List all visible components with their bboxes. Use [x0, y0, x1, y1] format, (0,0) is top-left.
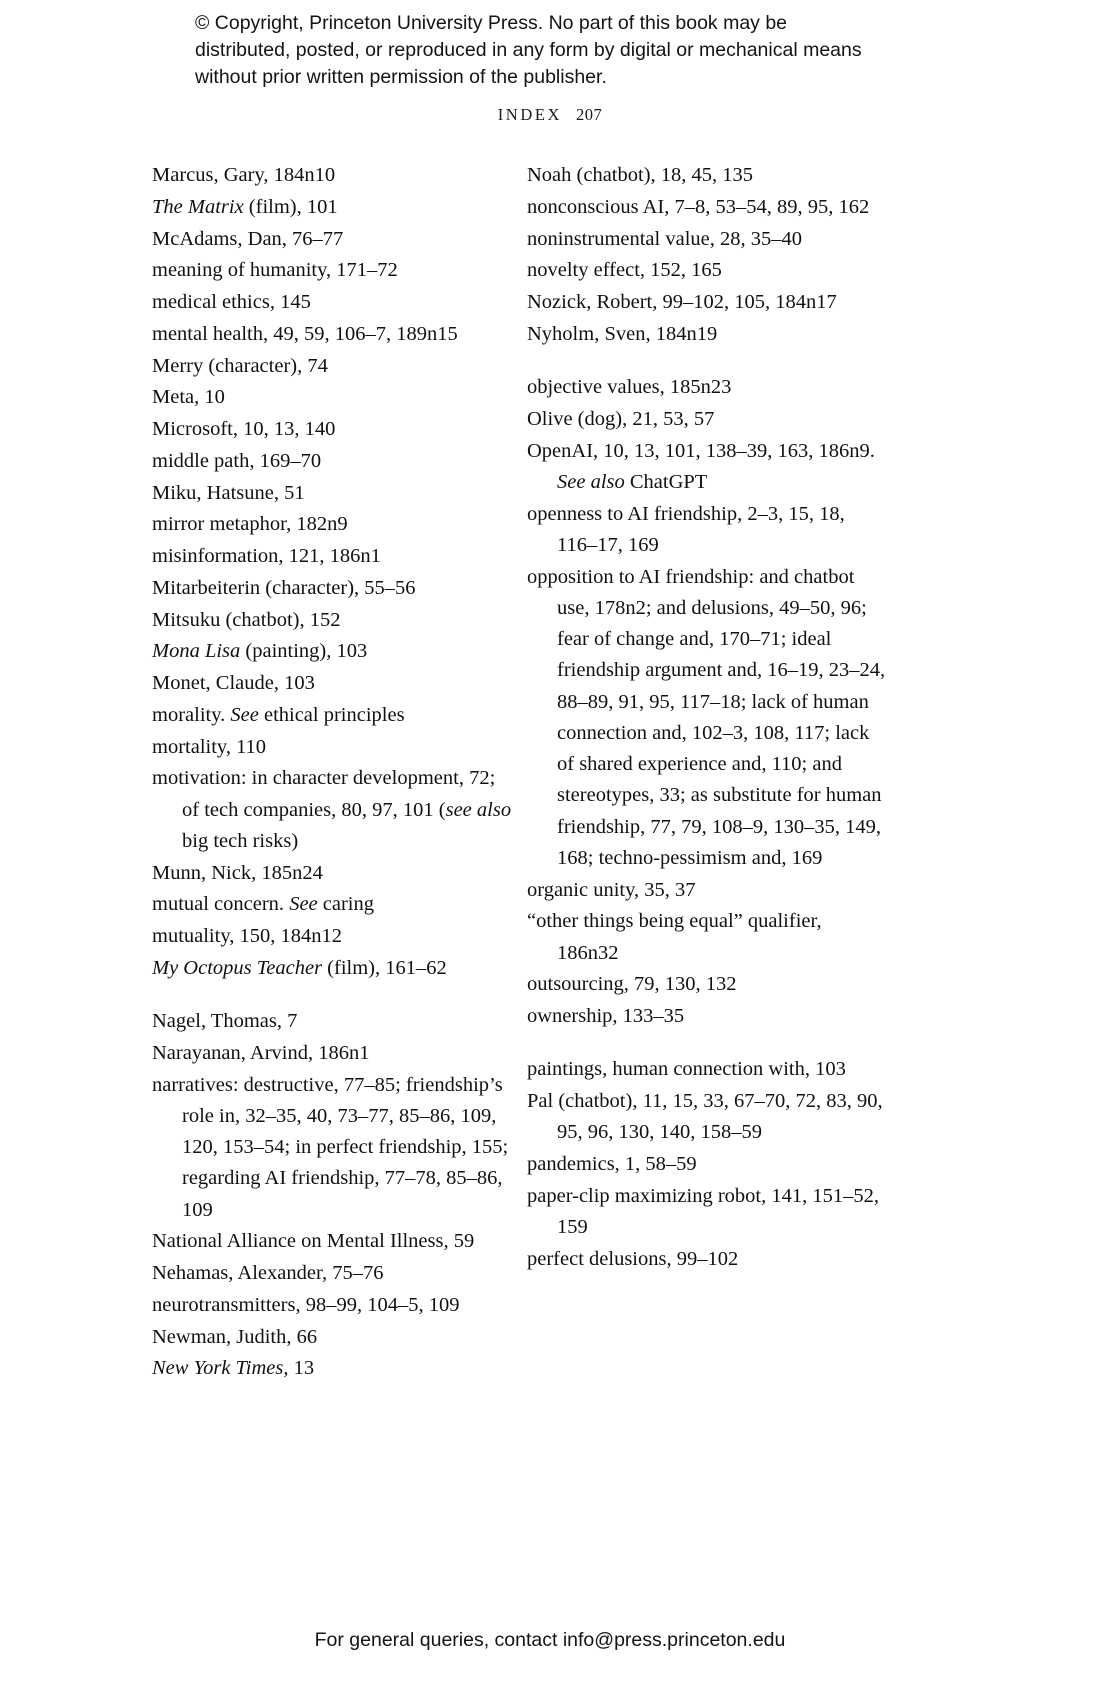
- index-entry-italic: The Matrix: [152, 195, 244, 218]
- index-entry-text: neurotransmitters, 98–99, 104–5, 109: [152, 1293, 460, 1316]
- index-entry-text: mirror metaphor, 182n9: [152, 513, 348, 536]
- index-entry-text: mortality, 110: [152, 735, 267, 758]
- index-entry-text: , 13: [283, 1357, 315, 1380]
- index-entry-text: objective values, 185n23: [527, 376, 732, 398]
- index-entry: [152, 446, 512, 477]
- index-column-left: [152, 160, 512, 1385]
- index-entry: [152, 605, 512, 636]
- index-entry-text: Nyholm, Sven, 184n19: [527, 322, 718, 345]
- index-entry-text: paper-clip maximizing robot, 141, 151–52, 159: [527, 1184, 880, 1238]
- index-entry-text: mutual concern.: [152, 893, 290, 916]
- index-entry: [527, 192, 887, 223]
- index-entry: [152, 921, 512, 952]
- index-entry: [527, 1001, 887, 1032]
- index-entry-text: caring: [317, 893, 374, 916]
- index-entry: [527, 969, 887, 1000]
- index-entry-text: narratives: destructive, 77–85; friendship’s role in, 32–35, 40, 73–77, 85–86, 109, 120, 153–54; in perfect friendship, 155; regarding AI friendship, 77–78, 85–86, 109: [152, 1073, 509, 1221]
- index-entry-text: Noah (chatbot), 18, 45, 135: [527, 164, 754, 186]
- index-entry: [152, 1038, 512, 1069]
- index-entry-text: morality.: [152, 703, 231, 726]
- index-entry-text: (film), 161–62: [322, 956, 447, 979]
- index-entry-text: OpenAI, 10, 13, 101, 138–39, 163, 186n9.: [527, 439, 875, 462]
- index-entry-text: mutuality, 150, 184n12: [152, 925, 342, 947]
- index-entry-text: ChatGPT: [624, 470, 708, 493]
- index-entry-text: opposition to AI friendship: and chatbot use, 178n2; and delusions, 49–50, 96; fear of change and, 170–71; ideal friendship argument and, 16–19, 23–24, 88–89, 91, 95, 117–18; lack of human connection and, 102–3, 108, 117; lack of shared experience and, 110; and stereotypes, 33; as substitute for human friendship, 77, 79, 108–9, 130–35, 149, 168; techno-pessimism and, 169: [527, 565, 886, 869]
- index-entry-text: National Alliance on Mental Illness, 59: [152, 1230, 475, 1253]
- index-entry-text: outsourcing, 79, 130, 132: [527, 973, 737, 996]
- index-entry-text: perfect delusions, 99–102: [527, 1247, 739, 1270]
- index-entry: [152, 1226, 512, 1257]
- running-head-label: INDEX: [497, 105, 563, 124]
- index-entry: [152, 700, 512, 731]
- index-entry: [152, 668, 512, 699]
- index-entry-text: Mitarbeiterin (character), 55–56: [152, 576, 416, 599]
- index-entry-text: meaning of humanity, 171–72: [152, 259, 398, 282]
- index-entry-italic: See: [289, 893, 318, 916]
- index-entry-text: (film), 101: [243, 195, 338, 218]
- index-entry-text: Narayanan, Arvind, 186n1: [152, 1041, 370, 1064]
- index-entry-italic: My Octopus Teacher: [152, 956, 323, 979]
- index-entry: [152, 1290, 512, 1321]
- index-entry: [152, 889, 512, 920]
- index-entry-text: motivation: in character development, 72; of tech companies, 80, 97, 101 (: [152, 767, 496, 821]
- index-entry-text: Merry (character), 74: [152, 354, 328, 377]
- index-entry-text: Olive (dog), 21, 53, 57: [527, 407, 715, 430]
- index-entry: [152, 224, 512, 255]
- index-entry: [152, 478, 512, 509]
- index-entry: [152, 509, 512, 540]
- index-entry: [527, 1054, 887, 1085]
- index-entry: [527, 499, 887, 562]
- index-entry-text: Meta, 10: [152, 386, 225, 409]
- index-entry-italic: See also: [557, 470, 625, 493]
- index-entry: [527, 436, 887, 499]
- index-entry-text: Mitsuku (chatbot), 152: [152, 608, 341, 631]
- index-entry: [152, 858, 512, 889]
- index-column-right: [527, 160, 887, 1276]
- index-entry-text: Microsoft, 10, 13, 140: [152, 418, 336, 440]
- index-entry: [152, 351, 512, 382]
- index-entry-text: Nehamas, Alexander, 75–76: [152, 1262, 384, 1284]
- index-entry-text: Miku, Hatsune, 51: [152, 481, 305, 504]
- index-entry-text: Marcus, Gary, 184n10: [152, 164, 336, 186]
- index-entry-text: misinformation, 121, 186n1: [152, 545, 381, 567]
- index-entry: [527, 1181, 887, 1244]
- index-entry: [152, 1322, 512, 1353]
- index-columns: [0, 160, 1100, 1400]
- index-entry-text: novelty effect, 152, 165: [527, 259, 722, 282]
- index-entry: [152, 255, 512, 286]
- index-entry-italic: Mona Lisa: [152, 640, 241, 663]
- index-entry-text: McAdams, Dan, 76–77: [152, 227, 344, 250]
- index-entry: [152, 192, 512, 223]
- index-entry: [527, 372, 887, 403]
- index-entry: [527, 562, 887, 875]
- index-entry: [152, 763, 512, 857]
- index-entry: [152, 636, 512, 667]
- index-entry: [527, 319, 887, 350]
- index-entry-italic: see also: [445, 798, 512, 821]
- copyright-notice: © Copyright, Princeton University Press. No part of this book may be distributed, posted, or reproduced in any form by digital or mechanical means without prior written permission of the publisher.: [195, 12, 862, 88]
- index-entry: [527, 875, 887, 906]
- index-entry: [527, 404, 887, 435]
- index-entry-text: big tech risks): [182, 829, 299, 852]
- index-entry: [152, 287, 512, 318]
- index-entry-text: noninstrumental value, 28, 35–40: [527, 227, 802, 250]
- index-entry: [152, 414, 512, 445]
- index-entry-text: paintings, human connection with, 103: [527, 1058, 846, 1081]
- index-entry: [527, 1244, 887, 1275]
- index-entry-text: organic unity, 35, 37: [527, 878, 696, 901]
- index-entry: [152, 1353, 512, 1384]
- index-entry-text: Nozick, Robert, 99–102, 105, 184n17: [527, 291, 837, 313]
- index-entry-text: middle path, 169–70: [152, 449, 322, 472]
- index-entry: [152, 382, 512, 413]
- index-entry: [152, 573, 512, 604]
- footer-queries: For general queries, contact info@press.princeton.edu: [314, 1629, 786, 1651]
- index-entry-text: (painting), 103: [240, 640, 368, 663]
- index-entry-text: medical ethics, 145: [152, 291, 311, 313]
- index-entry-text: Pal (chatbot), 11, 15, 33, 67–70, 72, 83, 90, 95, 96, 130, 140, 158–59: [527, 1090, 883, 1144]
- index-entry-text: pandemics, 1, 58–59: [527, 1153, 697, 1175]
- index-entry-text: Munn, Nick, 185n24: [152, 861, 323, 884]
- index-entry-text: Nagel, Thomas, 7: [152, 1010, 298, 1032]
- index-entry-text: nonconscious AI, 7–8, 53–54, 89, 95, 162: [527, 195, 870, 218]
- index-entry-text: “other things being equal” qualifier, 186n32: [527, 910, 822, 964]
- index-entry: [527, 1086, 887, 1149]
- index-entry: [527, 906, 887, 969]
- index-entry: [152, 1006, 512, 1037]
- index-entry: [152, 160, 512, 191]
- index-entry: [527, 1149, 887, 1180]
- index-entry: [527, 224, 887, 255]
- index-entry-text: Newman, Judith, 66: [152, 1325, 318, 1348]
- index-entry: [527, 287, 887, 318]
- index-entry: [152, 953, 512, 984]
- index-entry-text: openness to AI friendship, 2–3, 15, 18, 116–17, 169: [527, 502, 845, 556]
- index-entry-text: mental health, 49, 59, 106–7, 189n15: [152, 322, 458, 345]
- index-entry: [527, 160, 887, 191]
- index-entry: [527, 255, 887, 286]
- index-entry: [152, 541, 512, 572]
- page-folio: 207: [576, 105, 603, 124]
- index-entry-text: ethical principles: [258, 703, 405, 726]
- index-entry: [152, 1070, 512, 1226]
- running-head: [0, 105, 1100, 125]
- index-entry-italic: New York Times: [152, 1357, 284, 1380]
- index-entry-italic: See: [230, 703, 259, 726]
- index-entry: [152, 319, 512, 350]
- index-entry: [152, 732, 512, 763]
- index-entry: [152, 1258, 512, 1289]
- index-entry-text: ownership, 133–35: [527, 1005, 685, 1027]
- index-entry-text: Monet, Claude, 103: [152, 672, 315, 694]
